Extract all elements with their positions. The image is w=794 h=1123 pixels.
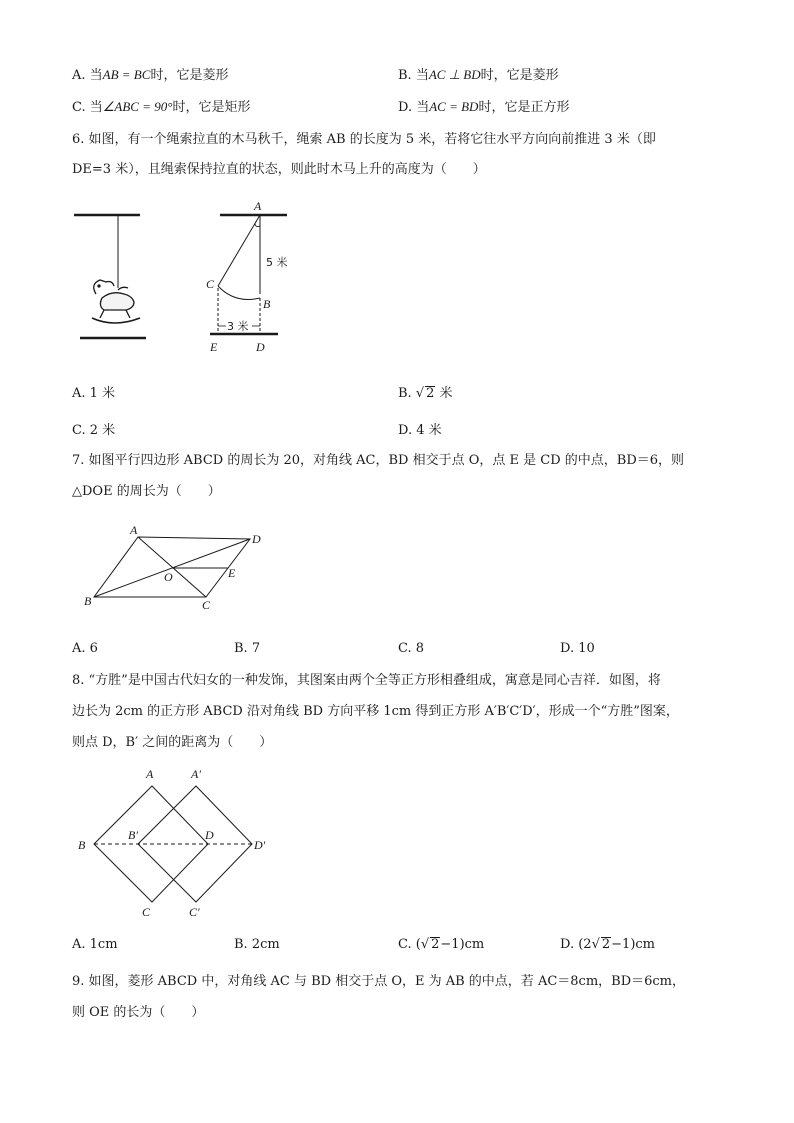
q8-text-line3: 则点 D，B′ 之间的距离为（ ） [72,735,273,750]
q5-option-c [72,98,250,117]
q8-label-b2: B′ [128,828,138,842]
q8-label-c2: C′ [189,905,200,919]
q7-text-line1: 7. 如图平行四边形 ABCD 的周长为 20，对角线 AC，BD 相交于点 O，点 E 是 CD 的中点，BD＝6，则 [72,453,685,468]
q5-option-a-label: A. 当 [72,68,103,83]
q6-option-b-prefix: B. [398,386,412,401]
geo-label-5m: 5 米 [266,256,288,269]
q8-label-c: C [142,905,151,919]
q5-option-b-label: B. 当 [398,68,429,83]
geo-label-d: D [256,340,265,354]
q8-option-b: B. 2cm [234,937,280,952]
sqrt-icon: √ [591,937,600,952]
q6-option-b [398,385,453,403]
sqrt-icon: √ [420,937,430,952]
q8-label-b: B [78,838,86,852]
q6-option-c: C. 2 米 [72,423,116,438]
q5-option-d [398,98,569,117]
q6-swing-figure [70,198,300,358]
rocking-horse-icon [92,280,140,323]
q7-option-d: D. 10 [560,641,595,656]
q8-option-c-suffix: −1)cm [440,937,485,952]
q5-option-c-suffix: 时，它是矩形 [172,100,251,115]
q5-option-d-math: AC = BD [429,99,479,114]
q7-label-b: B [84,594,92,608]
q6-option-b-root: 2 [426,386,435,401]
geo-label-e: E [210,340,218,354]
geo-label-b: B [263,297,271,311]
q8-label-a: A [146,767,154,781]
q5-option-c-label: C. 当 [72,100,103,115]
q6-option-a: A. 1 米 [72,386,116,401]
q8-option-d-prefix: D. (2 [560,937,592,952]
geo-angle-mark [255,224,260,227]
q7-label-d: D [252,532,261,546]
q7-parallelogram-figure [80,525,280,615]
q5-option-b [398,66,559,85]
q8-option-d-suffix: −1)cm [611,937,655,952]
q8-option-c-root: 2 [431,937,440,952]
q5-option-a [72,66,228,85]
q7-label-o: O [164,570,173,584]
q8-fangsheng-figure [72,762,282,922]
q7-label-e: E [228,566,236,580]
q5-option-a-suffix: 时，它是菱形 [150,68,229,83]
q8-option-c-prefix: C. ( [398,937,421,952]
diagonal-ac [138,537,206,597]
q8-text-line2: 边长为 2cm 的正方形 ABCD 沿对角线 BD 方向平移 1cm 得到正方形 A′B′C′D′，形成一个“方胜”图案， [72,704,679,719]
q8-option-d [560,936,655,954]
q9-text-line2: 则 OE 的长为（ ） [72,1005,205,1020]
q5-option-b-suffix: 时，它是菱形 [480,68,559,83]
q7-label-a: A [130,523,138,537]
q7-option-c: C. 8 [398,641,425,656]
q6-option-d: D. 4 米 [398,423,442,438]
q9-text-line1: 9. 如图，菱形 ABCD 中，对角线 AC 与 BD 相交于点 O，E 为 AB 的中点，若 AC＝8cm，BD＝6cm， [72,974,686,989]
q7-option-a: A. 6 [72,641,98,656]
q5-option-a-math: AB = BC [102,67,151,82]
geo-label-a: A [254,199,262,213]
sqrt-icon: √ [415,386,425,401]
geo-arc-cb [218,286,260,300]
q5-option-d-suffix: 时，它是正方形 [478,100,570,115]
q8-label-a2: A′ [191,767,201,781]
q8-option-d-root: 2 [601,937,611,952]
geo-label-3m: 3 米 [227,320,249,333]
q7-label-c: C [202,598,211,612]
q8-label-d2: D′ [254,838,266,852]
q6-text-line1: 6. 如图，有一个绳索拉直的木马秋千，绳索 AB 的长度为 5 米，若将它往水平方向向前推进 3 米（即 [72,132,656,147]
q8-label-d: D [205,828,214,842]
q6-option-b-suffix: 米 [439,386,453,401]
q5-option-b-math: AC ⊥ BD [428,67,481,82]
q6-text-line2: DE=3 米），且绳索保持拉直的状态，则此时木马上升的高度为（ ） [72,162,486,177]
q7-text-line2: △DOE 的周长为（ ） [72,484,221,499]
q5-option-d-label: D. 当 [398,100,430,115]
geo-label-c: C [206,277,215,291]
q8-option-a: A. 1cm [72,937,118,952]
geo-rope-ac [218,215,260,286]
q7-option-b: B. 7 [234,641,261,656]
q5-option-c-math: ∠ABC = 90° [102,99,173,114]
q8-option-c [398,936,484,954]
q8-text-line1: 8. “方胜”是中国古代妇女的一种发饰，其图案由两个全等正方形相叠组成，寓意是同心吉祥．如图，将 [72,673,661,688]
